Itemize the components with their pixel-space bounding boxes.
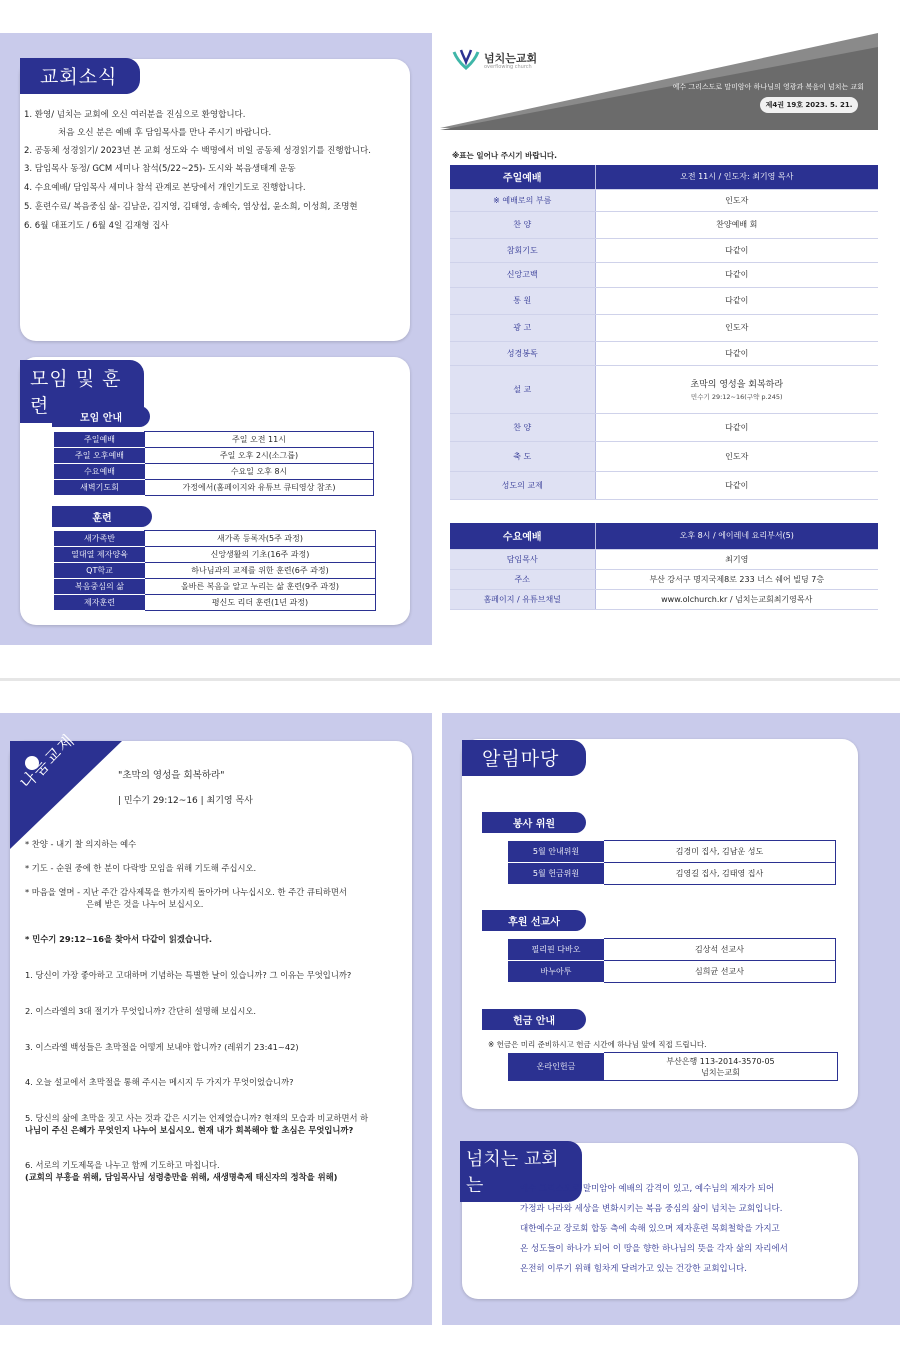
table-row: 찬 양 찬양예배 회 [450, 211, 878, 238]
table-row: 참회기도 다같이 [450, 238, 878, 262]
sharing-line: 은혜 받은 것을 나누어 보십시오. [86, 899, 204, 909]
page-divider [0, 678, 900, 681]
mission-label: 후원 선교사 [482, 910, 586, 931]
sharing-badge-label: 나눔교제 [16, 729, 79, 793]
news-item: 4. 수요예배/ 담임목사 세미나 참석 관계로 본당에서 개인기도로 진행합니다. [24, 183, 306, 193]
mission-table [508, 938, 836, 983]
table-row: 신앙고백 다같이 [450, 262, 878, 287]
service-table [508, 840, 836, 885]
intro-line: 예수 그리스도로 말미암아 예배의 감격이 있고, 예수님의 제자가 되어 [520, 1184, 775, 1194]
table-row: 수요예배 오후 8시 / 에이레네 요리부서(5) [450, 523, 878, 549]
sharing-line: (교회의 부흥을 위해, 담임목사님 성령충만을 위해, 새생명축제 태신자의 정착을 위해) [25, 1172, 338, 1182]
sermon-scripture: 민수기 29:12~16(구약 p.245) [690, 393, 783, 401]
logo-text: 넘치는교회 [484, 52, 538, 65]
sharing-line: * 찬양 - 내기 찰 의지하는 예수 [25, 839, 137, 849]
intro-line: 온전히 이루기 위해 힘차게 달려가고 있는 건강한 교회입니다. [520, 1264, 747, 1274]
sunday-order-table [450, 165, 878, 500]
table-row: 제자훈련 평신도 리더 훈련(1년 과정) [55, 595, 376, 611]
sharing-line: 6. 서로의 기도제목을 나누고 함께 기도하고 마칩니다. [25, 1160, 220, 1170]
table-row: 축 도 인도자 [450, 441, 878, 471]
sermon-title: 초막의 영성을 회복하라 [690, 380, 784, 390]
table-row: 새가족반 새가족 등록자(5주 과정) [55, 531, 376, 547]
offering-note: ※ 헌금은 미리 준비하시고 헌금 시간에 하나님 앞에 직접 드립니다. [488, 1040, 707, 1049]
sermon-scripture: | 민수기 29:12~16 | 최기영 목사 [118, 796, 253, 806]
church-news-title: 교회소식 [20, 58, 140, 94]
table-row: 새벽기도회 가정에서(홈페이지와 유튜브 큐티영상 참조) [55, 480, 374, 496]
table-row: 주일예배 주일 오전 11시 [55, 432, 374, 448]
board-title: 알림마당 [462, 740, 586, 776]
news-item: 처음 오신 분은 예배 후 담임목사를 만나 주시기 바랍니다. [58, 128, 272, 138]
table-row: 5월 헌금위원 김영길 집사, 김태영 집사 [508, 863, 836, 885]
gathering-title: 모임 및 훈련 [20, 360, 144, 423]
news-page [0, 33, 432, 645]
logo-sub: overflowing church [484, 64, 532, 70]
church-motto: 예수 그리스도로 말미암아 하나님의 영광과 복음이 넘치는 교회 [672, 83, 864, 91]
wednesday-table [450, 523, 878, 610]
church-logo-icon [452, 48, 480, 70]
table-row: 성도의 교제 다같이 [450, 471, 878, 499]
meeting-guide-label: 모임 안내 [52, 406, 150, 427]
standing-notice: ※표는 일어나 주시기 바랍니다. [452, 151, 557, 160]
sharing-line: * 기도 - 순원 중에 한 분이 다락방 모임을 위해 기도해 주십시오. [25, 863, 257, 873]
table-row: 홈페이지 / 유튜브채널 www.olchurch.kr / 넘치는교회최기영목사 [450, 589, 878, 609]
table-row: 주일 오후예배 주일 오후 2시(소그룹) [55, 448, 374, 464]
sharing-line: 4. 오늘 설교에서 초막절을 통해 주시는 메시지 두 가지가 무엇이었습니까? [25, 1077, 294, 1087]
table-row: 바누아투 심희균 선교사 [508, 961, 836, 983]
table-row: 찬 양 다같이 [450, 413, 878, 441]
table-row: 설 교 초막의 영성을 회복하라 민수기 29:12~16(구약 p.245) [450, 365, 878, 413]
sharing-page [0, 713, 432, 1325]
news-item: 1. 환영/ 넘치는 교회에 오신 여러분을 진심으로 환영합니다. [24, 110, 246, 120]
table-row: 온라인헌금 부산은행 113-2014-3570-05 넘치는교회 [508, 1053, 838, 1081]
table-row: ※ 예배로의 부름 인도자 [450, 189, 878, 211]
table-row: 열대열 제자양육 신앙생활의 기초(16주 과정) [55, 547, 376, 563]
service-label: 봉사 위원 [482, 812, 586, 833]
intro-line: 가정과 나라와 세상을 변화시키는 복음 중심의 삶이 넘치는 교회입니다. [520, 1204, 783, 1214]
table-row: 담임목사 최기영 [450, 549, 878, 569]
offering-label: 헌금 안내 [482, 1009, 586, 1030]
sharing-line: 5. 당신의 삶에 초막을 짓고 사는 것과 같은 시기는 언제였습니까? 현재의 모습과 비교하면서 하 [25, 1113, 369, 1123]
table-row: 주일예배 오전 11시 / 인도자: 최기영 목사 [450, 165, 878, 189]
intro-line: 온 성도들이 하나가 되어 이 땅을 향한 하나님의 뜻을 각자 삶의 자리에서 [520, 1244, 788, 1254]
table-row: 광 고 인도자 [450, 314, 878, 341]
issue-badge: 제4권 19호 2023. 5. 21. [760, 97, 858, 113]
news-item: 5. 훈련수료/ 복음중심 삶- 김남운, 김지영, 김태영, 송혜숙, 염상섭, 윤소희, 이성희, 조명현 [24, 202, 358, 212]
training-label: 훈련 [52, 506, 152, 527]
table-row: 복음중심의 삶 올바른 복음을 알고 누리는 삶 훈련(9주 과정) [55, 579, 376, 595]
news-item: 3. 담임목사 동정/ GCM 세미나 참석(5/22~25)- 도시와 복음생태계 운동 [24, 164, 296, 174]
table-row: 성경봉독 다같이 [450, 341, 878, 365]
news-item: 6. 6월 대표기도 / 6월 4일 김재형 집사 [24, 221, 169, 231]
sermon-heading: "초막의 영성을 회복하라" [118, 770, 225, 781]
sharing-line: * 마음을 열며 - 지난 주간 감사제목을 한가지씩 돌아가며 나누십시오. 한 주간 큐티하면서 [25, 887, 347, 897]
table-row: 필리핀 다바오 김상석 선교사 [508, 939, 836, 961]
training-table [54, 530, 376, 611]
table-row: QT학교 하나님과의 교제를 위한 훈련(6주 과정) [55, 563, 376, 579]
sharing-line: 나님이 주신 은혜가 무엇인지 나누어 보십시오. 현재 내가 회복해야 할 초심은 무엇입니까? [25, 1125, 354, 1135]
sharing-line: 1. 당신이 가장 좋아하고 고대하며 기념하는 특별한 날이 있습니까? 그 이유는 무엇입니까? [25, 970, 352, 980]
table-row: 5월 안내위원 김경미 집사, 김남운 성도 [508, 841, 836, 863]
intro-title: 넘치는 교회는 [460, 1141, 582, 1202]
table-row: 수요예배 수요일 오후 8시 [55, 464, 374, 480]
table-row: 주소 부산 강서구 명지국제8로 233 너스 쉐어 빌딩 7층 [450, 569, 878, 589]
sharing-line: 3. 이스라엘 백성들은 초막절을 어떻게 보내야 합니까? (레위기 23:41~42) [25, 1042, 299, 1052]
sharing-line: * 민수기 29:12~16을 찾아서 다같이 읽겠습니다. [25, 934, 213, 944]
meeting-table [54, 431, 374, 496]
church-news-card [20, 59, 410, 341]
sharing-line: 2. 이스라엘의 3대 절기가 무엇입니까? 간단히 설명해 보십시오. [25, 1006, 257, 1016]
news-item: 2. 공동체 성경읽기/ 2023년 본 교회 성도와 수 백명에서 비일 공동체 성경읽기를 진행합니다. [24, 146, 371, 156]
offering-table [508, 1052, 838, 1081]
table-row: 통 원 다같이 [450, 287, 878, 314]
intro-line: 대한예수교 장로회 합동 측에 속해 있으며 제자훈련 목회철학을 가지고 [520, 1224, 780, 1234]
